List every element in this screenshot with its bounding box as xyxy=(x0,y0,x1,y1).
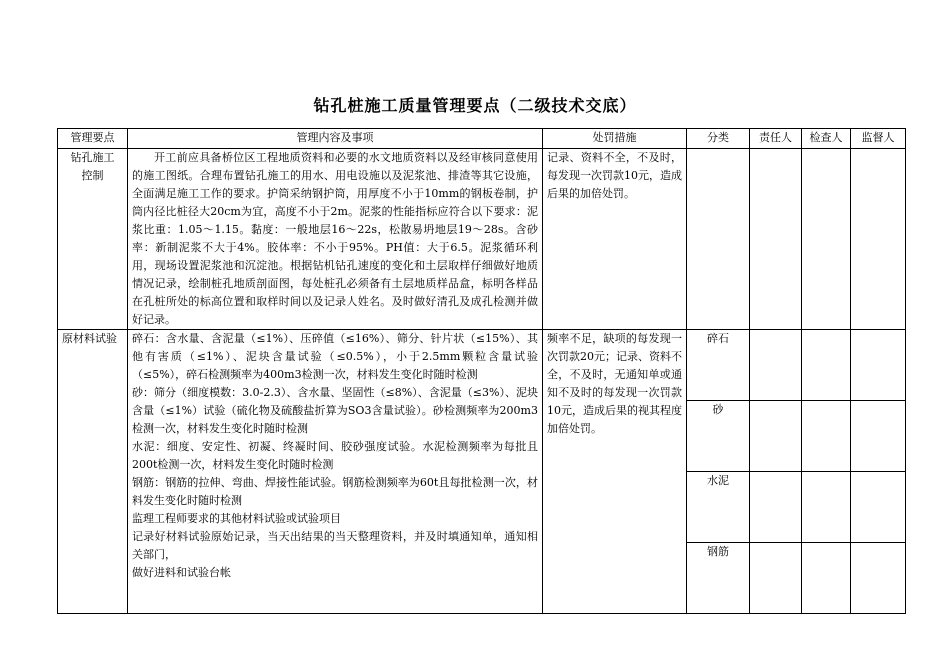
header-content: 管理内容及事项 xyxy=(128,129,543,149)
management-point-cell xyxy=(58,149,128,330)
category-item xyxy=(687,543,749,613)
content-line: 钢筋：钢筋的拉伸、弯曲、焊接性能试验。钢筋检测频率为60t且每批检测一次，材料发生变化时随时检测 xyxy=(132,476,538,507)
page-title: 钻孔桩施工质量管理要点（二级技术交底） xyxy=(313,96,637,115)
content-line: 监理工程师要求的其他材料试验或试验项目 xyxy=(132,512,341,525)
category-label: 碎石 xyxy=(707,332,729,345)
inspector-cell xyxy=(802,149,851,330)
management-point-line: 钻孔施工 xyxy=(70,151,115,164)
quality-table xyxy=(57,128,906,614)
penalty-cell: 记录、资料不全，不及时，每发现一次罚款10元，造成后果的加倍处罚。 xyxy=(543,149,687,330)
table-row xyxy=(58,149,906,330)
header-management-point: 管理要点 xyxy=(58,129,128,149)
inspector-cell xyxy=(802,330,851,614)
supervisor-cell xyxy=(851,330,906,614)
header-responsible: 责任人 xyxy=(750,129,802,149)
content-cell xyxy=(128,330,543,614)
header-inspector: 检查人 xyxy=(802,129,851,149)
content-line: 砂：筛分（细度模数：3.0-2.3）、含水量、坚固性（≤8%）、含泥量（≤3%）、泥块含量（≤1%）试验（硫化物及硫酸盐折算为SO3含量试验）。砂检测频率为200m3检测一次，材料发生变化时随时检测 xyxy=(132,386,538,435)
penalty-cell: 频率不足，缺项的每发现一次罚款20元；记录、资料不全，不及时，无通知单或通知不及时的每发现一次罚款10元，造成后果的视其程度加倍处罚。 xyxy=(543,330,687,614)
header-supervisor: 监督人 xyxy=(851,129,906,149)
content-line: 做好进料和试验台帐 xyxy=(132,566,231,579)
category-cell xyxy=(687,149,750,330)
category-cell xyxy=(687,330,750,614)
category-item xyxy=(687,472,749,543)
content-line: 水泥：细度、安定性、初凝、终凝时间、胶砂强度试验。水泥检测频率为每批且200t检测一次，材料发生变化时随时检测 xyxy=(132,440,538,471)
content-line: 记录好材料试验原始记录，当天出结果的当天整理资料，并及时填通知单，通知相关部门， xyxy=(132,530,538,561)
table-row xyxy=(58,330,906,614)
supervisor-cell xyxy=(851,149,906,330)
content-cell: 开工前应具备桥位区工程地质资料和必要的水文地质资料以及经审核同意使用的施工图纸。合理布置钻孔施工的用水、用电设施以及泥浆池、排渣等其它设施，全面满足施工工作的要求。护筒采纳钢护筒，用厚度不小于10mm的钢板卷制，护筒内径比桩径大20cm为宜，高度不小于2m。泥浆的性能指标应符合以下要求：泥浆比重：1.05～1.15。黏度：一般地层16～22s，松散易坍地层19～28s。含砂率：新制泥浆不大于4%。胶体率：不小于95%。PH值：大于6.5。泥浆循环利用，现场设置泥浆池和沉淀池。根据钻机钻孔速度的变化和土层取样仔细做好地质情况记录，绘制桩孔地质剖面图，每处桩孔必须备有土层地质样品盒，标明各样品在孔桩所处的标高位置和取样时间以及记录人姓名。及时做好清孔及成孔检测并做好记录。 xyxy=(128,149,543,330)
management-point-cell: 原材料试验 xyxy=(58,330,128,614)
responsible-cell xyxy=(750,330,802,614)
category-label: 水泥 xyxy=(707,474,729,487)
category-label: 钢筋 xyxy=(707,545,729,558)
content-line: 碎石：含水量、含泥量（≤1%）、压碎值（≤16%）、筛分、针片状（≤15%）、其他有害质（≤1%）、泥块含量试验（≤0.5%），小于2.5mm颗粒含量试验（≤5%），碎石检测频率为400m3检测一次，材料发生变化时随时检测 xyxy=(132,332,538,381)
header-category: 分类 xyxy=(687,129,750,149)
header-penalty: 处罚措施 xyxy=(543,129,687,149)
category-item xyxy=(687,330,749,401)
header-row xyxy=(58,129,906,149)
category-label: 砂 xyxy=(712,403,724,416)
category-item xyxy=(687,401,749,472)
responsible-cell xyxy=(750,149,802,330)
management-point-line: 控制 xyxy=(81,169,104,182)
